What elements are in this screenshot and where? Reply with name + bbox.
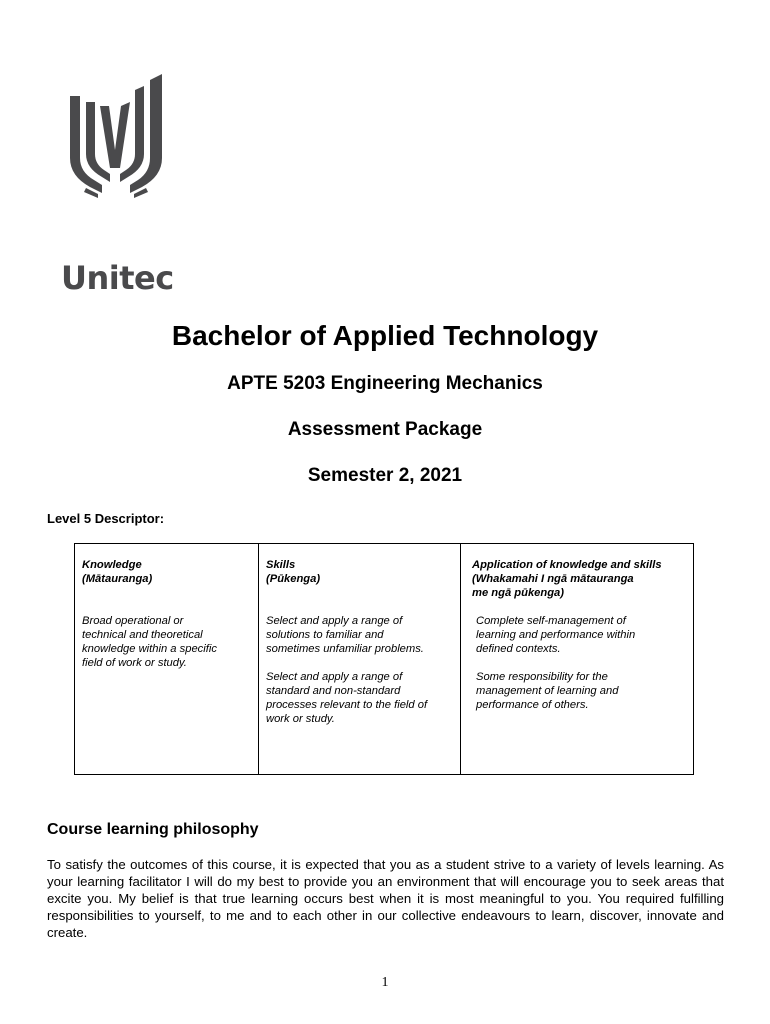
unitec-logo: [58, 72, 178, 297]
philosophy-paragraph: To satisfy the outcomes of this course, it is expected that you as a student strive to a variety of levels learning. As your learning facilitator I will do my best to provide you an environment that will encourage you to seek areas that excite you. My belief is that true learning occurs best when it is most meaningful to you. You required fulfilling responsibilities to yourself, to me and to each other in our collective endeavours to learn, discover, innovate and create.: [47, 857, 724, 940]
unitec-u-logo-icon: [58, 72, 168, 202]
column-body: [82, 614, 252, 684]
column-heading: Application of knowledge and skills (Whakamahi I ngā mātauranga me ngā pūkenga): [472, 559, 662, 599]
column-heading: Skills (Pūkenga): [266, 559, 321, 585]
column-body: [266, 614, 454, 740]
package-label: Assessment Package: [287, 419, 483, 440]
semester-label: Semester 2, 2021: [307, 465, 463, 486]
column-paragraph: Complete self-management of learning and performance within defined contexts.: [476, 615, 636, 655]
column-body: [476, 614, 689, 726]
column-paragraph: Select and apply a range of solutions to familiar and sometimes unfamiliar problems.: [266, 615, 424, 655]
unitec-wordmark: Unitec: [61, 259, 174, 297]
column-paragraph: Select and apply a range of standard and non-standard processes relevant to the field of work or study.: [266, 671, 428, 725]
course-name: APTE 5203 Engineering Mechanics: [227, 373, 543, 394]
page-number: 1: [381, 975, 389, 990]
level-descriptor-label: Level 5 Descriptor:: [47, 511, 165, 526]
column-heading: Knowledge (Mātauranga): [82, 559, 153, 585]
philosophy-heading: Course learning philosophy: [47, 821, 259, 838]
column-paragraph: Some responsibility for the management of learning and performance of others.: [476, 671, 619, 711]
application-column: [460, 544, 693, 774]
knowledge-column: [75, 544, 258, 774]
document-title: Bachelor of Applied Technology: [171, 320, 599, 351]
column-paragraph: Broad operational or technical and theoretical knowledge within a specific field of work or study.: [82, 615, 217, 669]
descriptor-table: [74, 543, 694, 775]
skills-column: [258, 544, 460, 774]
